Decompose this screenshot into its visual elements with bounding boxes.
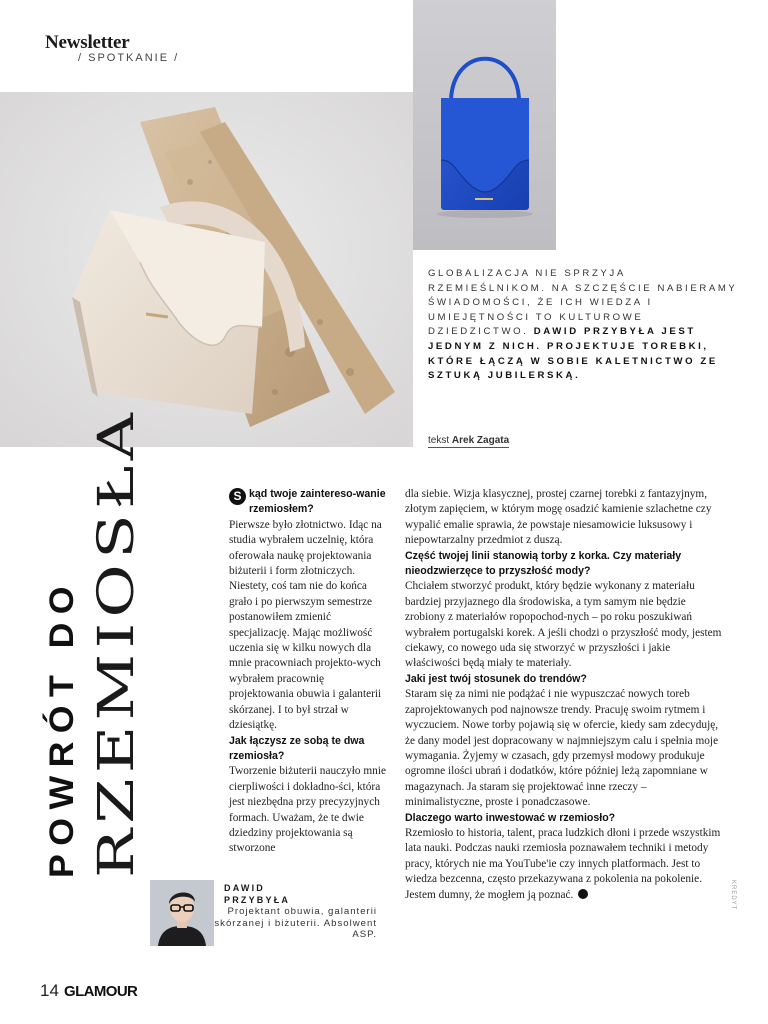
lead-intro: GLOBALIZACJA NIE SPRZYJA RZEMIEŚLNIKOM. NA SZCZĘŚCIE NABIERAMY ŚWIADOMOŚCI, ŻE ICH WIEDZA I UMIEJĘTNOŚCI TO KULTUROWE DZIEDZICTWO. — [428, 268, 738, 338]
bio-name-last: PRZYBYŁA — [224, 895, 291, 905]
page-number: 14 — [40, 981, 59, 1000]
beige-bag-photo — [0, 92, 413, 447]
question-2: Jak łączysz ze sobą te dwa rzemiosła? — [229, 734, 365, 762]
question-1 — [229, 487, 391, 518]
answer-5 — [405, 826, 723, 903]
answer-2: Tworzenie biżuterii nauczyło mnie cierpliwości i dokładno-ści, która jest niezbędna przy precyzyjnych formach. Uważam, że te dwie dziedziny projektowania są stworzone — [229, 765, 386, 855]
answer-5-text: Rzemiosło to historia, talent, praca ludzkich dłoni i przede wszystkim lata nauki. Podczas nauki rzemiosła poznawałem techniki i metody pracy, których nie ma YouTube'ie czy innych platformach. Jest to wiedza bezcenna, często przekazywana z pokolenia na pokolenie. Jestem dumny, że mogłem ją poznać. — [405, 826, 721, 901]
blue-bag-illustration — [413, 0, 556, 250]
magazine-logo: GLAMOUR — [64, 983, 138, 1000]
vertical-title-line2: RZEMIOSŁA — [87, 517, 145, 878]
bio-description: Projektant obuwia, galanterii skórzanej i biżuterii. Absolwent ASP. — [214, 906, 377, 940]
vertical-title-line1: POWRÓT DO — [43, 592, 81, 878]
question-3: Część twojej linii stanowią torby z korka. Czy materiały nieodzwierzęce to przyszłość mody? — [405, 549, 682, 578]
lead-bold: DAWID PRZYBYŁA JEST JEDNYM Z NICH. PROJEKTUJE TOREBKI, KTÓRE ŁĄCZĄ W SOBIE KALETNICTWO ZE SZTUKĄ JUBILERSKĄ. — [428, 326, 718, 382]
section-title: Newsletter — [45, 32, 130, 53]
avatar — [150, 880, 214, 946]
section-subtitle: / SPOTKANIE / — [78, 52, 180, 64]
answer-3: Chciałem stworzyć produkt, który będzie wykonany z materiału bardziej przyjaznego dla środowiska, a tym samym nie będzie zrobiony z materiałów ropopochod-nych – po roku poszukiwań wybrałem portugalski korek. A jeśli chodzi o przyszłość mody, jestem ciekawy, co nowego uda się stworzyć w przyszłości i jakie właściwości będą miały te materiały. — [405, 580, 722, 670]
credit-author: Arek Zagata — [451, 435, 510, 446]
photo-credit: KREDYT — [730, 880, 736, 911]
bio-name — [224, 882, 374, 906]
answer-4: Staram się za nimi nie podążać i nie wypuszczać nowych toreb zaprojektowanych pod najnowsze trendy. Pracuję swoim rytmem i wyczuciem. Nowe torby pojawią się w ofercie, kiedy sam zdecyduję, że dany model jest dopracowany w najmniejszym calu i spełnia moje wymagania. Żyjemy w czasach, gdy przemysł modowy produkuje ogromne ilości ubrań i dodatków, które później leżą zapomniane w magazynach. Ja staram się projektować inne rzeczy – minimalistyczne, proste i ponadczasowe. — [405, 688, 719, 809]
article-column-2 — [405, 487, 723, 903]
bio-name-first: DAWID — [224, 883, 265, 893]
answer-1: Pierwsze było złotnictwo. Idąc na studia wybrałem uczelnię, która oferowała naukę projektowania biżuterii i form złotniczych. Niestety, coś tam nie do końca grało i po pierwszym semestrze postanowiłem zmienić specjalizację. Mając możliwość uczenia się w kilku nowych dla mnie pracowniach projekto-wych wybrałem pracownię projektowania obuwia i galanterii skórzanej. I to był strzał w dziesiątkę. — [229, 518, 382, 732]
question-5: Dlaczego warto inwestować w rzemiosło? — [405, 811, 616, 824]
credit-label: tekst — [428, 435, 450, 446]
beige-bag-illustration — [0, 92, 413, 447]
end-mark-icon — [578, 889, 588, 899]
answer-2-continued: dla siebie. Wizja klasycznej, prostej czarnej torebki z fantazyjnym, złotym zapięciem, w którym mogę osadzić kamienie szlachetne czy wypalić emalie sprawia, że powstaje niesamowicie luksusowy i niepowtarzalny przedmiot z duszą. — [405, 488, 712, 547]
vertical-title — [38, 402, 145, 882]
lead-paragraph — [428, 267, 748, 384]
author-credit — [428, 435, 509, 448]
blue-bag-photo — [413, 0, 556, 250]
drop-cap: S — [229, 488, 246, 505]
question-1-text: kąd twoje zaintereso-wanie rzemiosłem? — [249, 488, 386, 516]
question-4: Jaki jest twój stosunek do trendów? — [405, 672, 587, 685]
article-column-1 — [229, 487, 391, 857]
portrait-illustration — [150, 880, 214, 946]
